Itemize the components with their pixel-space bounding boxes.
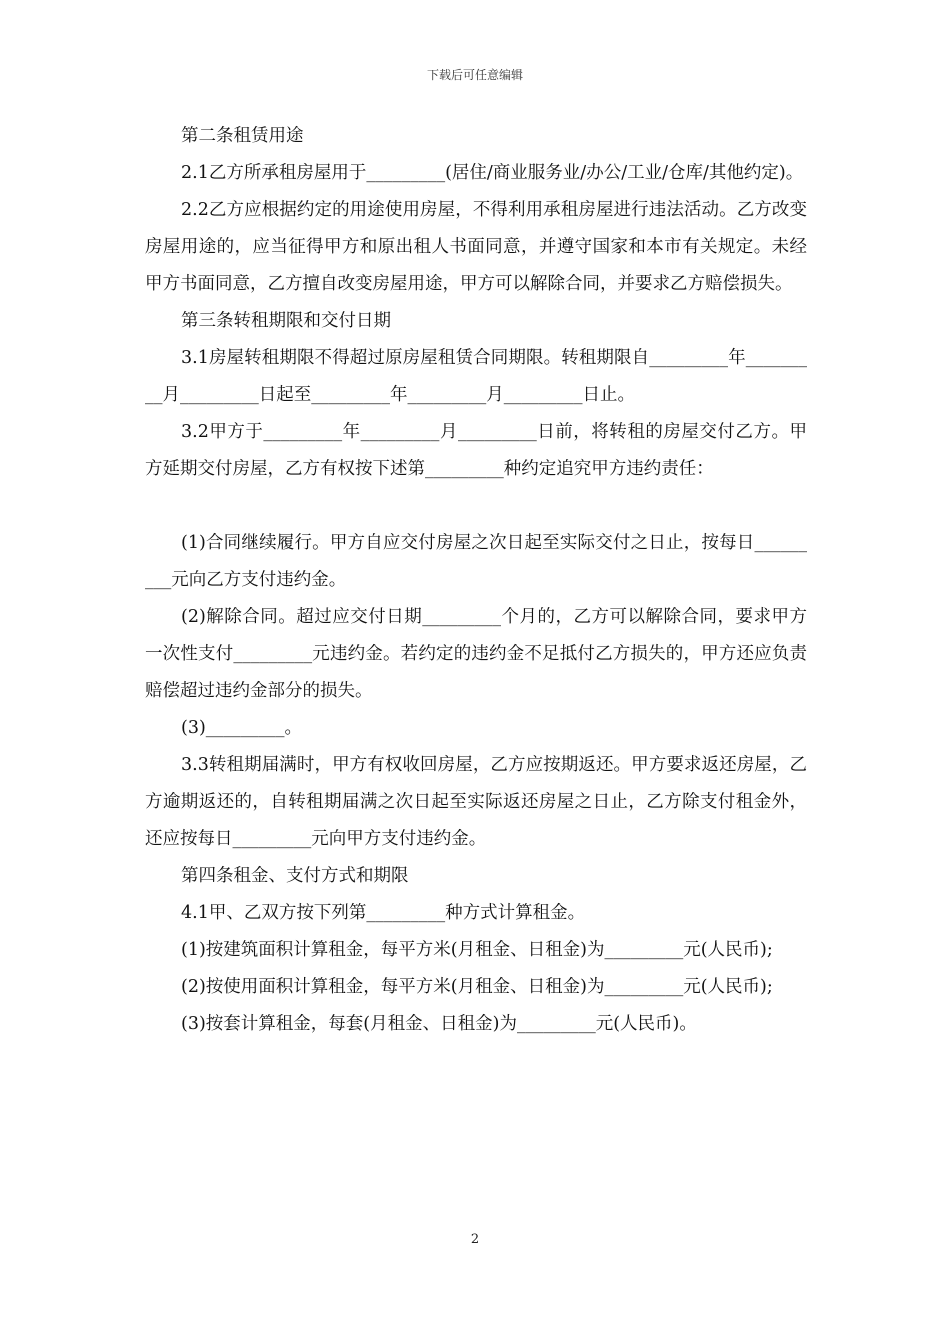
page-number: 2 xyxy=(470,1232,480,1247)
clause-3-1: 3.1房屋转租期限不得超过原房屋租赁合同期限。转租期限自_________年_________月_________日起至_________年_________月_________日止。 xyxy=(145,348,807,405)
clause-3-2-option-1: (1)合同继续履行。甲方自应交付房屋之次日起至实际交付之日止，按每日_________元向乙方支付违约金。 xyxy=(145,533,807,590)
clause-2-2: 2.2乙方应根据约定的用途使用房屋，不得利用承租房屋进行违法活动。乙方改变房屋用途的，应当征得甲方和原出租人书面同意，并遵守国家和本市有关规定。未经甲方书面同意，乙方擅自改变房屋用途，甲方可以解除合同，并要求乙方赔偿损失。 xyxy=(145,200,807,294)
article-4-heading: 第四条租金、支付方式和期限 xyxy=(181,866,409,886)
clause-3-2-option-3: (3)_________。 xyxy=(181,718,303,738)
article-2-heading: 第二条租赁用途 xyxy=(181,126,304,146)
clause-4-1-option-2: (2)按使用面积计算租金，每平方米(月租金、日租金)为_________元(人民币); xyxy=(181,977,773,997)
article-3-heading: 第三条转租期限和交付日期 xyxy=(181,311,391,331)
clause-4-1: 4.1甲、乙双方按下列第_________种方式计算租金。 xyxy=(181,903,586,923)
document-body xyxy=(145,118,807,1043)
clause-2-1: 2.1乙方所承租房屋用于_________(居住/商业服务业/办公/工业/仓库/其他约定)。 xyxy=(181,163,804,183)
clause-3-2: 3.2甲方于_________年_________月_________日前，将转租的房屋交付乙方。甲方延期交付房屋，乙方有权按下述第_________种约定追究甲方违约责任： xyxy=(145,422,807,479)
clause-4-1-option-1: (1)按建筑面积计算租金，每平方米(月租金、日租金)为_________元(人民币); xyxy=(181,940,773,960)
blank-line xyxy=(145,488,807,525)
clause-3-3: 3.3转租期届满时，甲方有权收回房屋，乙方应按期返还。甲方要求返还房屋，乙方逾期返还的，自转租期届满之次日起至实际返还房屋之日止，乙方除支付租金外，还应按每日_________元向甲方支付违约金。 xyxy=(145,755,807,849)
clause-3-2-option-2: (2)解除合同。超过应交付日期_________个月的，乙方可以解除合同，要求甲方一次性支付_________元违约金。若约定的违约金不足抵付乙方损失的，甲方还应负责赔偿超过违约金部分的损失。 xyxy=(145,607,807,701)
page-header: 下载后可任意编辑 xyxy=(426,68,523,82)
clause-4-1-option-3: (3)按套计算租金，每套(月租金、日租金)为_________元(人民币)。 xyxy=(181,1014,697,1034)
